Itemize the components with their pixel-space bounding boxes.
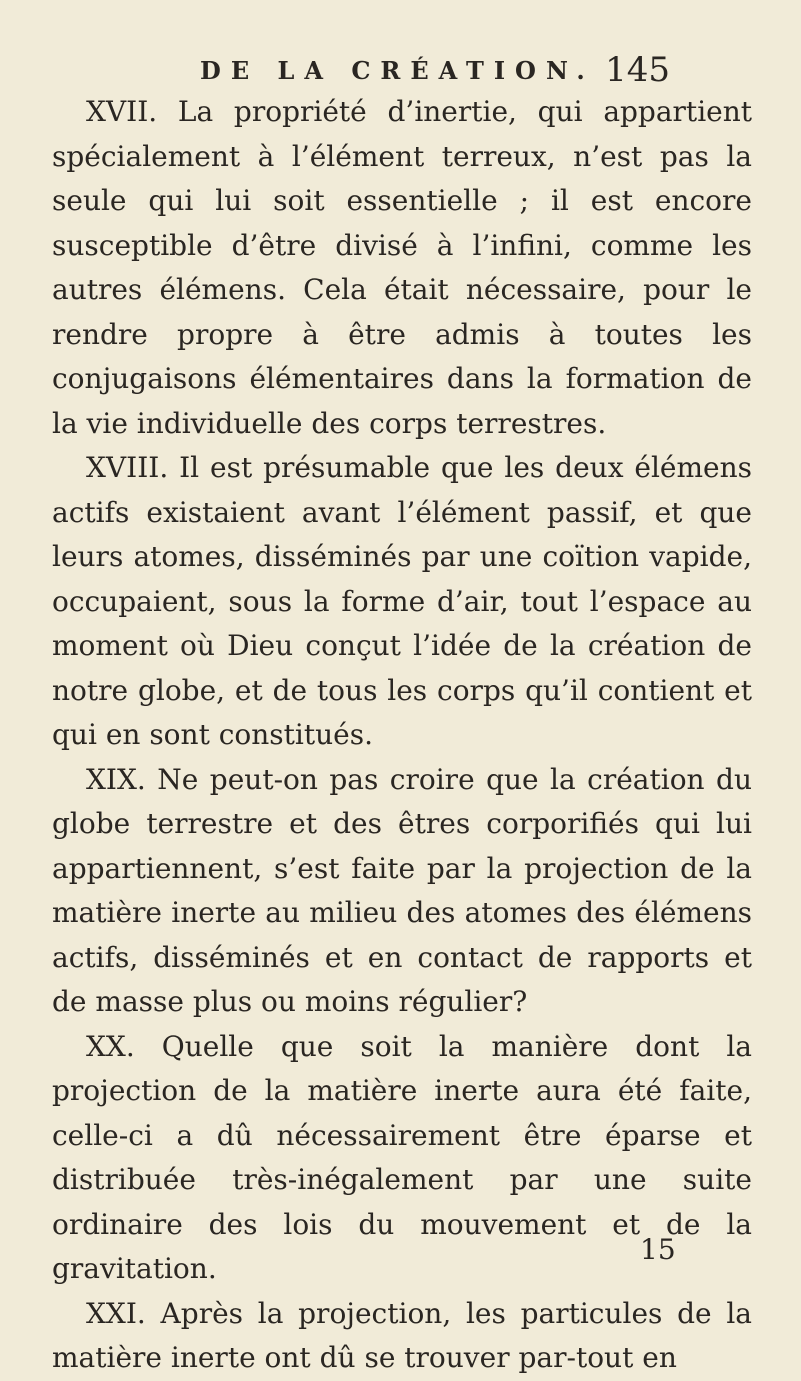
- page-number: 145: [605, 50, 670, 90]
- paragraph-xx: XX. Quelle que soit la manière dont la projection de la matière inerte aura été faite, celle-ci a dû nécessairement être éparse et distribuée très-inégalement par une suite ordinaire des lois du mouvement et de la gravitation.: [52, 1029, 752, 1285]
- paragraph-xxi: XXI. Après la projection, les particules de la matière inerte ont dû se trouver par-tout en: [52, 1296, 752, 1374]
- paragraph-xviii: XVIII. Il est présumable que les deux élémens actifs existaient avant l’élément passif, et que leurs atomes, disséminés par une coïtion vapide, occupaient, sous la forme d’air, tout l’espace au moment où Dieu conçut l’idée de la création de notre globe, et de tous les corps qu’il contient et qui en sont constitués.: [52, 451, 752, 751]
- paragraph-xix: XIX. Ne peut-on pas croire que la création du globe terrestre et des êtres corporifiés qui lui appartiennent, s’est faite par la projection de la matière inerte au milieu des atomes des élémens actifs, disséminés et en contact de rapports et de masse plus ou moins régulier?: [52, 762, 752, 1018]
- signature-mark: 15: [640, 1233, 676, 1266]
- body-text: [52, 90, 752, 1381]
- running-head-title: DE LA CRÉATION.: [200, 56, 595, 85]
- paragraph-xvii: XVII. La propriété d’inertie, qui appartient spécialement à l’élément terreux, n’est pas la seule qui lui soit essentielle ; il est encore susceptible d’être divisé à l’infini, comme les autres élémens. Cela était nécessaire, pour le rendre propre à être admis à toutes les conjugaisons élémentaires dans la formation de la vie individuelle des corps terrestres.: [52, 95, 752, 440]
- running-head: [200, 50, 670, 90]
